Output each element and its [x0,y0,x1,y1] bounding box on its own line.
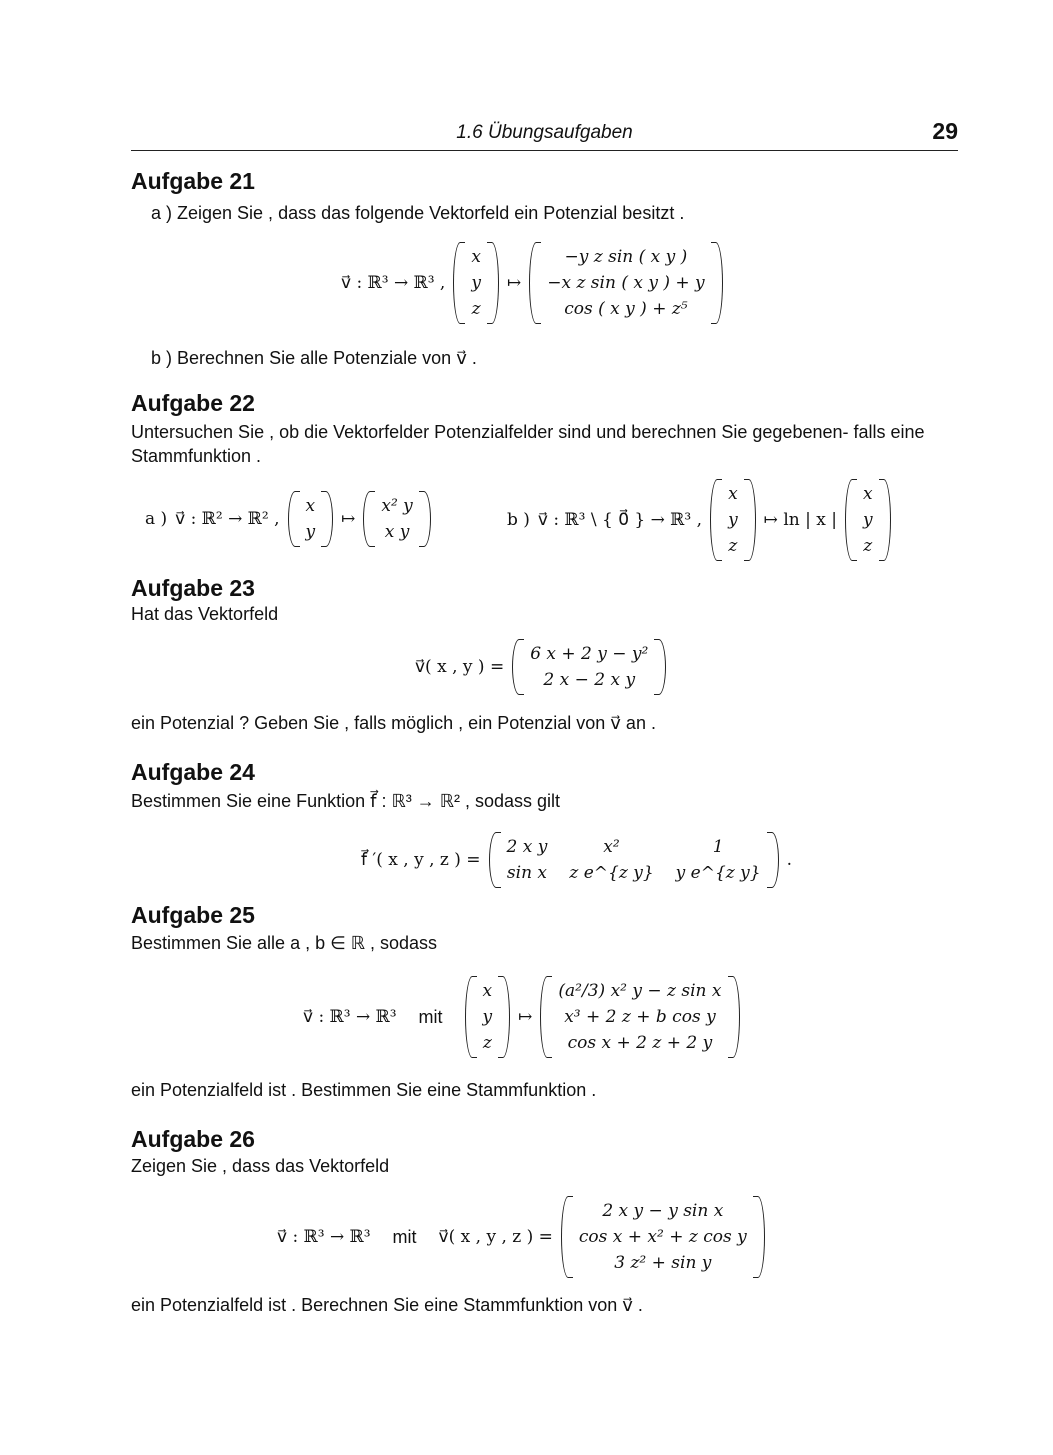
mit-word: mit [392,1226,417,1247]
formula-lhs: v⃗ : ℝ³ → ℝ³ [277,1227,371,1247]
exercise-25-text-after: ein Potenzialfeld ist . Bestimmen Sie eine Stammfunktion . [131,1080,597,1100]
vector-entry: cos x + 2 z + 2 y [567,1033,713,1053]
vector-entry: −y z sin ( x y ) [564,247,688,267]
maps-to-symbol: ↦ [518,1007,533,1027]
vector-entry: 2 x − 2 x y [543,670,636,690]
part-label: b ) [507,510,530,530]
vector-entry: (a²/3) x² y − z sin x [558,981,722,1001]
exercise-23-formula [415,638,666,696]
argument-vector [465,976,511,1058]
exercise-26-formula [277,1196,765,1278]
mit-word: mit [418,1006,443,1027]
vector-entry: cos ( x y ) + z⁵ [564,299,688,319]
vector-entry: y [471,273,481,293]
vector-entry: x [482,981,493,1001]
exercise-24-text: Bestimmen Sie eine Funktion f⃗ : ℝ³ → ℝ² , sodass gilt [131,791,561,811]
exercise-25-text: Bestimmen Sie alle a , b ∈ ℝ , sodass [131,933,438,953]
vector-entry: 2 x y − y sin x [602,1201,724,1221]
argument-vector [710,479,756,561]
exercise-22-part-a-formula [145,480,431,558]
vector-entry: z [728,536,738,556]
vector-entry: x³ + 2 z + b cos y [564,1007,716,1027]
exercise-26-text: Zeigen Sie , dass das Vektorfeld [131,1156,390,1176]
matrix-entry: sin x [506,863,548,883]
matrix-entry: y e^{z y} [675,863,761,883]
formula-lhs: v⃗ : ℝ³ \ { 0⃗ } → ℝ³ , [537,510,703,530]
exercise-24-formula [361,830,792,890]
vector-entry: x [305,496,316,516]
exercise-21-title: Aufgabe 21 [131,168,255,194]
formula-lhs: v⃗ : ℝ² → ℝ² , [175,509,280,529]
vector-entry: z [482,1033,492,1053]
formula-lhs-2: v⃗( x , y , z ) = [438,1227,553,1247]
exercise-21-part-a: a ) Zeigen Sie , dass das folgende Vektorfeld ein Potenzial besitzt . [151,203,685,223]
vector-entry: y [728,510,738,530]
vector-entry: z [471,299,481,319]
result-vector [529,242,722,324]
exercise-23-text-before: Hat das Vektorfeld [131,604,279,624]
vector-entry: x [728,484,738,504]
page-number: 29 [932,118,958,144]
vector-entry: y [482,1007,493,1027]
running-header [131,118,958,151]
exercise-25-title: Aufgabe 25 [131,902,255,928]
vector-entry: y [862,510,873,530]
result-vector [561,1196,765,1278]
argument-vector [288,491,334,547]
vector-entry: x y [384,522,410,542]
vector-entry: 3 z² + sin y [614,1253,712,1273]
vector-entry: cos x + x² + z cos y [578,1227,747,1247]
vector-entry: y [305,522,316,542]
result-vector [512,639,666,695]
result-vector [845,479,891,561]
textbook-page [131,0,958,1455]
exercise-22-text: Untersuchen Sie , ob die Vektorfelder Potenzialfelder sind und berechnen Sie gegebenen- falls eine Stammfunktion . [131,422,925,466]
matrix-entry: 2 x y [506,837,548,857]
exercise-25-formula [303,972,740,1062]
maps-to-symbol: ↦ [506,273,522,293]
result-vector [540,976,739,1058]
vector-entry: x² y [381,496,413,516]
vector-entry: x [471,247,481,267]
matrix-entry: z e^{z y} [569,863,654,883]
matrix-entry: x² [603,837,620,857]
maps-to-symbol: ↦ [341,509,356,529]
result-vector [363,491,430,547]
matrix-entry: 1 [712,837,724,857]
formula-lhs: v⃗ : ℝ³ → ℝ³ [303,1007,397,1027]
argument-vector [453,242,499,324]
formula-lhs: f⃗ ′( x , y , z ) = [361,850,481,870]
exercise-26-title: Aufgabe 26 [131,1126,255,1152]
exercise-22-title: Aufgabe 22 [131,390,255,416]
exercise-21-part-b: b ) Berechnen Sie alle Potenziale von v⃗ . [151,348,477,368]
formula-period: . [786,850,792,870]
jacobian-matrix [489,832,779,888]
section-title: 1.6 Übungsaufgaben [456,122,633,143]
exercise-23-text-after: ein Potenzial ? Geben Sie , falls möglich , ein Potenzial von v⃗ an . [131,713,656,733]
vector-entry: z [863,536,873,556]
exercise-23-title: Aufgabe 23 [131,575,255,601]
vector-entry: 6 x + 2 y − y² [530,644,649,664]
exercise-22-part-b-formula [507,480,891,560]
vector-entry: −x z sin ( x y ) + y [547,273,705,293]
exercise-24-title: Aufgabe 24 [131,759,255,785]
formula-lhs: v⃗( x , y ) = [415,657,505,677]
formula-lhs: v⃗ : ℝ³ → ℝ³ , [341,273,446,293]
vector-entry: x [862,484,873,504]
maps-to-log-norm: ↦ ln | x | [763,510,837,530]
exercise-26-text-after: ein Potenzialfeld ist . Berechnen Sie eine Stammfunktion von v⃗ . [131,1295,643,1315]
exercise-21-formula [341,243,723,323]
part-label: a ) [145,509,168,529]
